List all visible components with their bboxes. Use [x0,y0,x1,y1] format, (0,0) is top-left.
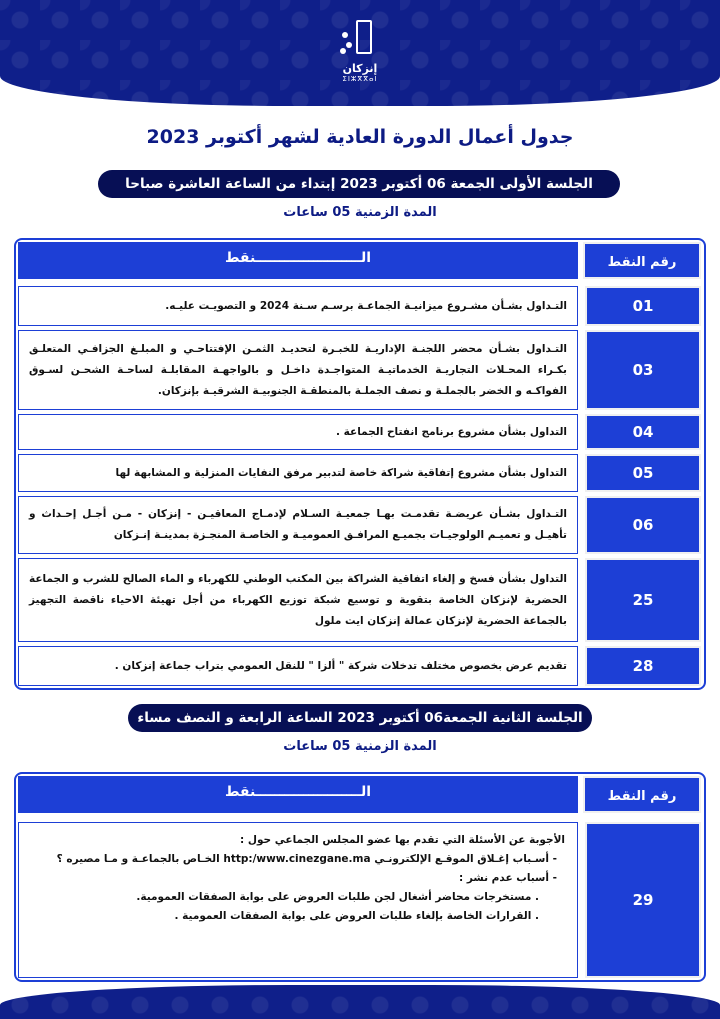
footer-pattern [0,985,720,1019]
row-line: - أسـباب إغـلاق الموقـع الإلكترونـي http:/www.cinezgane.ma الخـاص بالجماعـة و مـا مصيره ؟ [56,853,557,865]
session2-col-items: الــــــــــــــــــــــنقط [18,776,578,813]
page-title: جدول أعمال الدورة العادية لشهر أكتوبر 2023 [146,126,574,148]
row-number: 29 [585,822,701,978]
table-row: التـداول بشـأن مشـروع ميزانيـة الجماعـة برسـم سـنة 2024 و التصويـت عليـه. [18,286,578,326]
session2-col-number: رقم النقط [583,776,701,813]
table-row: التداول بشأن فسخ و إلغاء اتفاقية الشراكة بين المكتب الوطني للكهرباء و الماء الصالح للشرب و الجماعة الحضرية لإنزكان الخاصة بتقوية و توسيع شبكة توزيع الكهرباء من أجل تهيئة الاحياء ناقصة التجهيز بالجماعة الحضرية لإنزكان عمالة إنزكان ايت ملول [18,558,578,642]
row-line: - أسباب عدم نشر : [459,872,557,884]
row-number: 06 [585,496,701,554]
table-row: تقديم عرض بخصوص مختلف تدخلات شركة " ألزا " للنقل العمومي بتراب جماعة إنزكان . [18,646,578,686]
session1-duration: المدة الزمنية 05 ساعات [283,205,437,220]
row-number: 04 [585,414,701,450]
session1-col-number: رقم النقط [583,242,701,279]
row-number: 03 [585,330,701,410]
session2-duration: المدة الزمنية 05 ساعات [283,739,437,754]
session1-col-items: الــــــــــــــــــــــنقط [18,242,578,279]
table-row: التـداول بشـأن محضر اللجنـة الإداريـة للخبـرة لتحديـد الثمـن الإفتتاحـي و المبلـغ الجزافـي المتعلـق بكـراء المحـلات التجاريـة الخدماتيـة المتواجـدة داخـل و بالواجهـة المقابلـة لساحـة الشحـن لسـوق الفواكـه و الخضر بالجملـة و نصف الجملـة بالمنطقـة الجنوبيـة الشرقيـة بإنزكان. [18,330,578,410]
row-number: 28 [585,646,701,686]
row-number: 05 [585,454,701,492]
table-row: التداول بشأن مشروع إتفاقية شراكة خاصة لتدبير مرفق النفايات المنزلية و المشابهة لها [18,454,578,492]
session1-banner: الجلسة الأولى الجمعة 06 أكتوبر 2023 إبتداء من الساعة العاشرة صباحا [98,170,620,198]
row-line: . مستخرجات محاضر أشغال لجن طلبات العروض على بوابة الصفقات العمومية. [136,891,539,903]
session2-banner: الجلسة الثانية الجمعة06 أكتوبر 2023 الساعة الرابعة و النصف مساء [128,704,592,732]
row-line: الأجوبة عن الأسئلة التي تقدم بها عضو المجلس الجماعي حول : [240,834,565,846]
logo-emblem-icon [338,18,382,58]
table-row: التداول بشأن مشروع برنامج انفتاح الجماعة . [18,414,578,450]
municipality-logo [330,18,390,98]
row-number: 25 [585,558,701,642]
logo-name: إنزكان [342,62,378,75]
logo-tifinagh: ⵉⵏⵣⴳⴳⴰⵏ [342,75,378,83]
table-row [18,822,578,978]
table-row: التـداول بشـأن عريضـة تقدمـت بهـا جمعيـة السـلام لإدمـاج المعاقيـن - إنزكان - مـن أجـل إحـداث و تأهيـل و تعميـم الولوجيـات بجميـع المرافـق العموميـة و الخاصـة المنجـزة بمدينـة إنـزكان [18,496,578,554]
header-banner [0,0,720,106]
row-number: 01 [585,286,701,326]
row-line: . القرارات الخاصة بإلغاء طلبات العروض على بوابة الصفقات العمومية . [174,910,539,922]
